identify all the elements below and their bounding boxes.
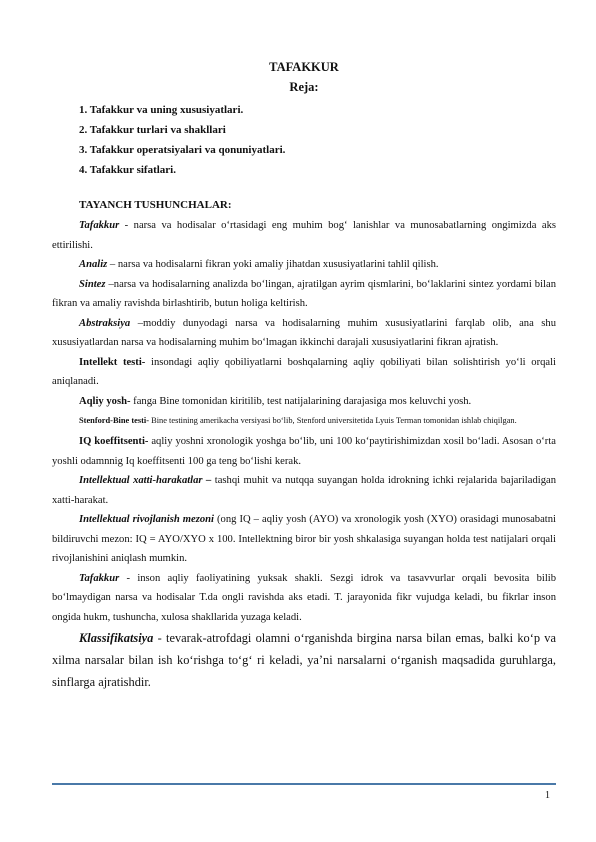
definition-paragraph [52, 627, 556, 693]
definition-text: - tevarak-atrofdagi olamni o‘rganishda birgina narsa bilan emas, balki ko‘p va xilma narsalar bilan ish ko‘rishga to‘g‘ ri keladi, ya’ni narsalarni o‘rganish maqsadida guruhlarga, sinflarga ajratishdir. [52, 631, 556, 689]
page-number: 1 [545, 790, 550, 801]
plan-item: 2. Tafakkur turlari va shakllari [79, 124, 226, 136]
definition-term: Aqliy yosh- [79, 395, 131, 407]
definition-term: Intellektual rivojlanish mezoni [79, 514, 214, 525]
key-concepts-heading: TAYANCH TUSHUNCHALAR: [79, 199, 232, 211]
definition-paragraph [52, 314, 556, 353]
spacer [52, 180, 556, 194]
definition-paragraph [52, 255, 556, 275]
definition-text: –moddiy dunyodagi narsa va hodisalarning muhim xususiyatlarini farqlab olib, ana shu xususiyatlardan narsa va hodisalarning muhim bo‘lmagan ikkinchi darajali xususiyatlarini fikran ajratish. [52, 317, 556, 348]
definition-text: (ong IQ – aqliy yosh (AYO) va xronologik yosh (XYO) orasidagi munosabatni bildiruvchi mezon: IQ = AYO/XYO x 100. Intellektning biror bir yosh shkalasiga suyangan holda test natijalari orqali rivojlanishini aniqlash mumkin. [52, 514, 556, 564]
definition-paragraph [52, 275, 556, 314]
definition-text: insondagi aqliy qobiliyatlarni boshqalarning aqliy qobiliyati bilan solishtirish yo‘li orqali aniqlanadi. [52, 356, 556, 387]
definition-paragraph [52, 471, 556, 510]
definition-term: Tafakkur [79, 572, 120, 584]
footer-rule [52, 783, 556, 785]
definition-term: Tafakkur [79, 220, 120, 231]
document-body [52, 58, 556, 693]
definition-term: Intellekt testi- [79, 356, 146, 368]
plan-label: Reja: [289, 80, 319, 94]
definition-term: Abstraksiya [79, 317, 131, 329]
definition-text: - narsa va hodisalar o‘rtasidagi eng muhim bog‘ lanishlar va munosabatlarning ongimizda aks ettirilishi. [52, 220, 556, 251]
definition-term: IQ koeffitsenti- [79, 436, 149, 447]
definition-term: Intellektual xatti-harakatlar – [79, 475, 212, 486]
definition-text: – narsa va hodisalarni fikran yoki amaliy jihatdan xususiyatlarini tahlil qilish. [107, 259, 439, 270]
definition-paragraph [52, 569, 556, 628]
definition-term: Stenford-Bine testi- [79, 416, 150, 425]
definition-paragraph [52, 392, 556, 412]
plan-item: 4. Tafakkur sifatlari. [79, 164, 176, 176]
definition-paragraph [52, 510, 556, 569]
plan-item: 1. Tafakkur va uning xususiyatlari. [79, 104, 244, 116]
definition-text: Bine testining amerikacha versiyasi bo‘lib, Stenford universitetida Lyuis Terman tomonidan ishlab chiqilgan. [149, 416, 517, 425]
definition-paragraph [52, 216, 556, 255]
plan-item: 3. Tafakkur operatsiyalari va qonuniyatlari. [79, 144, 286, 156]
definition-paragraph [52, 413, 556, 428]
definition-text: –narsa va hodisalarning analizda bo‘lingan, ajratilgan ayrim qismlarini, bo‘laklarini sintez yordami bilan fikran va amaliy ravishda birlashtirib, butun holiga keltirish. [52, 278, 556, 309]
document-title: TAFAKKUR [269, 60, 339, 74]
definition-paragraph [52, 353, 556, 392]
definition-term: Analiz [79, 259, 108, 270]
definition-term: Klassifikatsiya [79, 631, 154, 645]
definition-term: Sintez [79, 278, 106, 290]
definition-text: fanga Bine tomonidan kiritilib, test natijalarining darajasiga mos keluvchi yosh. [130, 395, 472, 407]
definition-text: - inson aqliy faoliyatining yuksak shakli. Sezgi idrok va tasavvurlar orqali bevosita bilib bo‘lmaydigan narsa va hodisalar T.da ongli ravishda aks etadi. T. jarayonida fikr vujudga keladi, bu fikrlar inson ongida hukm, tushuncha, xulosa shakllarida yuzaga keladi. [52, 572, 556, 623]
definition-text: aqliy yoshni xronologik yoshga bo‘lib, uni 100 ko‘paytirishimizdan xosil bo‘ladi. Asosan o‘rta yoshli odamnnig Iq koeffitsenti 100 ga teng bo‘lishi kerak. [52, 436, 556, 467]
definition-paragraph [52, 432, 556, 471]
definition-text: tashqi muhit va nutqqa suyangan holda idrokning ichki rejalarida bajariladigan xatti-harakat. [52, 475, 556, 506]
